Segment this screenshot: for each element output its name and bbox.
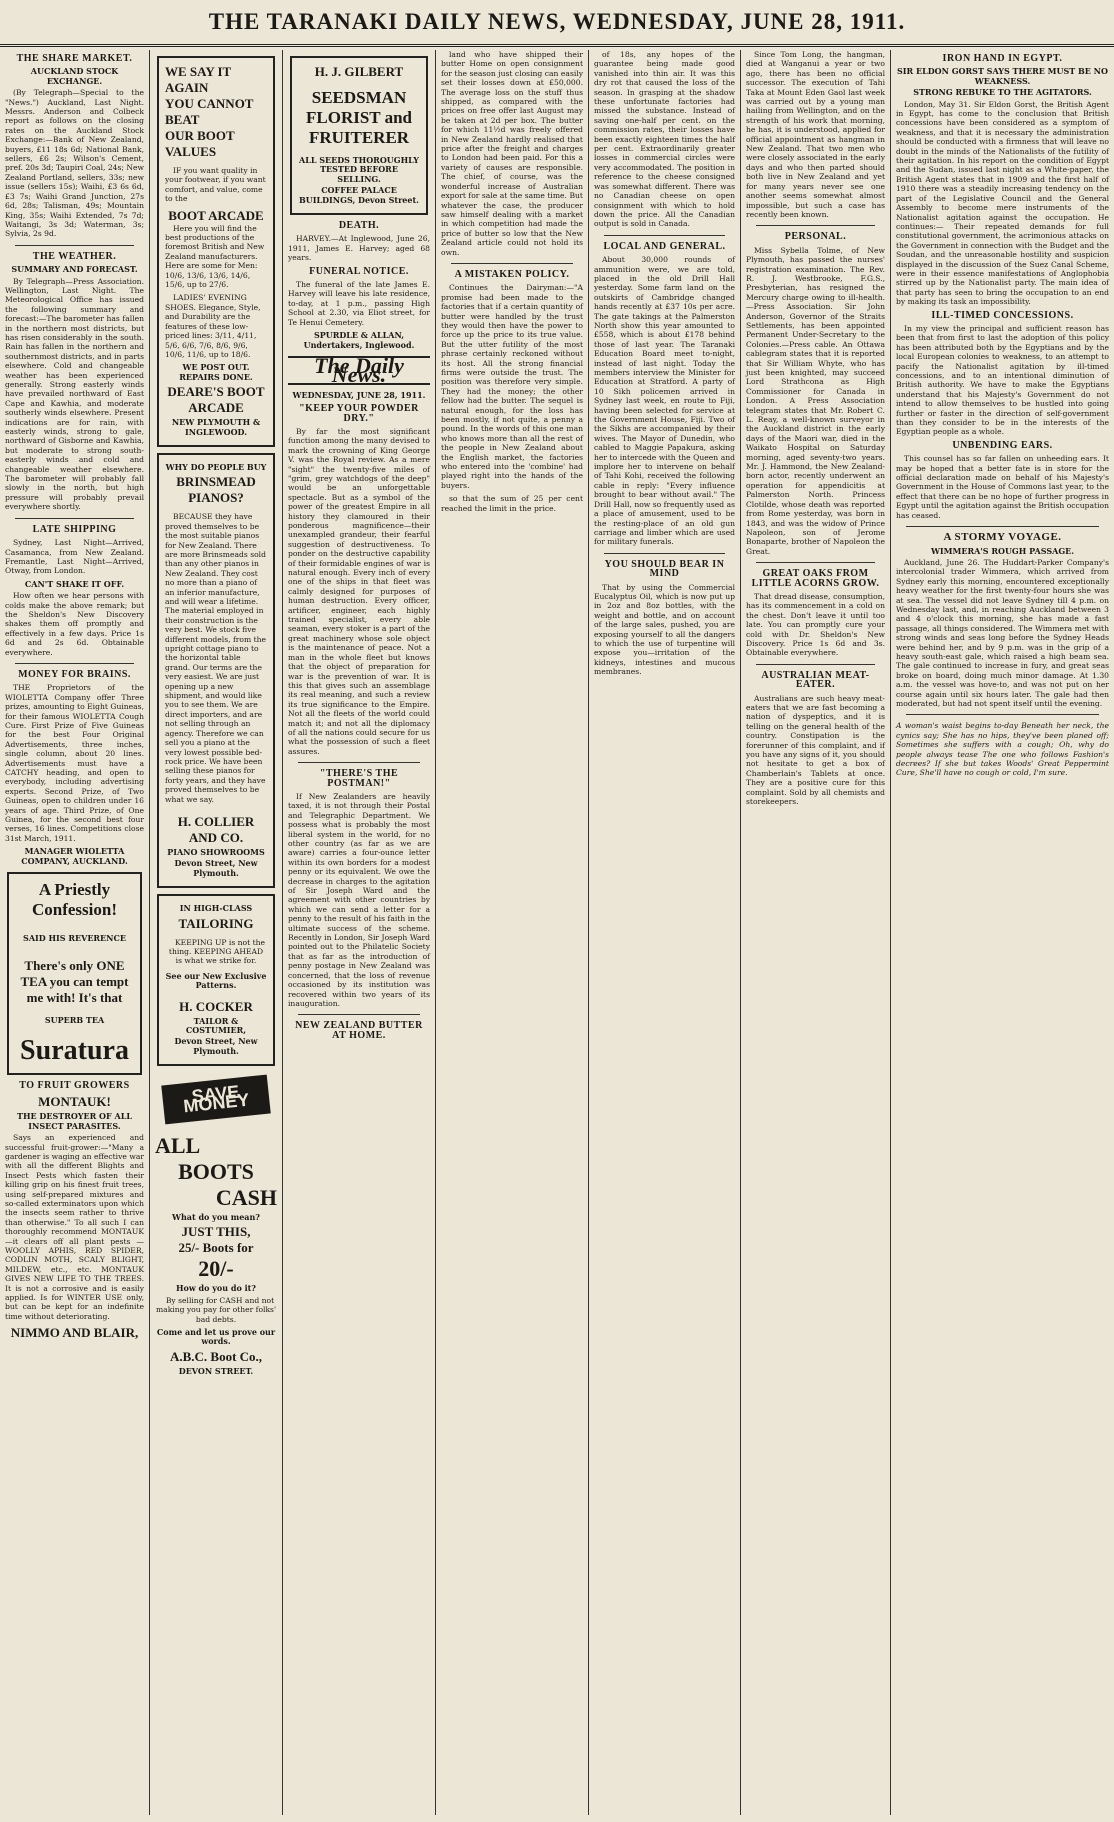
abc-all: ALL: [155, 1133, 201, 1159]
gilbert-location: COFFEE PALACE BUILDINGS, Devon Street.: [299, 185, 419, 205]
column-2: [150, 50, 282, 1815]
fruit-subheading-2: THE DESTROYER OF ALL INSECT PARASITES.: [17, 1111, 132, 1131]
egypt-text: London, May 31. Sir Eldon Gorst, the British Agent in Egypt, has come to the conclusion that British concessions have been considered as a symptom of weakness, and that it is necessary the administration should be conducted with a firmness that will leave no doubt in the minds of the Nationalists of the futility of their agitation. In his report on the condition of Egypt and the Sudan, issued last night as a White-paper, the British Agent states that in 1909 and the first half of 1910 there was a steadily increasing tendency on the part of the Legislative Council and the General Assembly to become mere instruments of the Nationalist agitation against the occupation. He continues:— Their repeated demands for full constitutional government, the acrimonious attacks on the Government in connection with the Budget and the Soudan, and the unreasonable hostility and suspicion displayed in the discussion of the Suez Canal Scheme, were in their essence manifestations of Anglophobia stirred up by the Nationalist party. The main idea of that party has seen to bring the occupation to an end by making its task an impossibility.: [896, 99, 1109, 307]
abc-name: A.B.C. Boot Co.,: [169, 1348, 263, 1364]
money-heading: MONEY FOR BRAINS.: [18, 668, 131, 680]
eucalyptus-text: That by using the Commercial Eucalyptus Oil, which is now put up in 2oz and 8oz bottles, with the weight and bottle, and on account of the large sales, pushed, you are exposing yourself to all the dangers to which the use of turpentine will expose you—irritation of the kidneys, intestines and mucous membranes.: [594, 582, 735, 677]
local-text: About 30,000 rounds of ammunition were, we are told, placed in the old Drill Hall yesterday. Some farm land on the outskirts of Cambridge changed hands recently at £37 10s per acre. The gate takings at the Palmerston North show this year amounted to £558, which is about £178 behind those of last year. The Taranaki Education Board meet to-night, instead of last night. Today the members interview the Minister for Education at Stratford. A party of 10 Sikh policemen arrived in Sydney last week, en route to Fiji, having been selected for service at the Government House, Fiji. Two of the Sikhs are accompanied by their wives. The Mayor of Dunedin, who cabled to Maggie Papakura, asking her to intercede with the Queen and implore her to intervene on behalf of Tahi Kohi, received the following cable in reply: "Every influence brought to bear without avail." The Drill Hall, now so frequently used as a place of amusement, used to be the resting-place of an old gun carriage and limber which are used for military funerals.: [594, 255, 735, 547]
butter-heading: NEW ZEALAND BUTTER AT HOME.: [295, 1020, 423, 1041]
money-signature: MANAGER WIOLETTA COMPANY, AUCKLAND.: [21, 846, 128, 866]
weather-heading: THE WEATHER.: [32, 250, 117, 262]
tailoring-line-c: KEEPING UP is not the thing. KEEPING AHEAD is what we strike for.: [168, 937, 266, 966]
storm-heading: A STORMY VOYAGE.: [943, 531, 1062, 544]
column-4-bottom-text: so that the sum of 25 per cent reached the limit in the price.: [441, 494, 583, 513]
advert-line-e: SUPERB TEA: [44, 1014, 105, 1025]
editorial-text: By far the most significant function among the many devised to mark the crowning of King George V. was the Royal review. As a mere "sight" the twenty-five miles of "grim, grey watchdogs of the deep" would be an unforgettable spectacle. But as a symbol of the power of the greatest Empire in all history they clamoured in their ponderous magnificence—their unexampled grandeur, their fearful suggestion of destructiveness. To ponder on the destructive capability of their formidable engines of war is natural enough. Every inch of every one of the ships in that fleet was calmly designed for purposes of human destruction. Every officer, artificer, engineer, each highly trained specialist, every able seaman, every stoker is a part of the great machinery whose sole object is the maintenance of peace. Not a man in the whole fleet but knows that the object of preparation for war is the prevention of war. It is this that gives such an assemblage its real meaning, and such a review its true significance to the Empire. Not all the fleets of the world could match it; and not all the diplomacy of all the nations could secure for us what the possession of such a fleet assures.: [288, 426, 430, 756]
fruit-text: Says an experienced and successful fruit-grower:—"Many a gardener is waging an effective war with all the different Blights and Insect Pests which fasten their killing grip on his finest fruit trees, using self-prepared mixtures and so-called exterminators upon which the insects seem rather to thrive than otherwise." To all such I can thoroughly recommend MONTAUK—it clears off all plant pests —WOOLLY APHIS, RED SPIDER, CODLIN MOTH, SCALY BLIGHT, MILDEW, etc., etc. MONTAUK GIVES NEW LIFE TO THE TREES. It is not a corrosive and is easily applied. Is for WINTER USE only, but can be kept for an indefinite time without deteriorating.: [5, 1133, 144, 1321]
boot-text: IF you want quality in your footwear, if you want comfort, and value, come to the: [165, 166, 266, 204]
acorns-text: That dread disease, consumption, has its commencement in a cold on the chest. Don't leave it until too late. You can promptly cure your cold with Dr. Sheldon's New Discovery. Price 1s 6d and 3s. Obtainable everywhere.: [746, 591, 885, 658]
collier-location: Devon Street, New Plymouth.: [174, 858, 258, 878]
abc-cash: CASH: [215, 1185, 277, 1211]
fruit-signature: NIMMO AND BLAIR,: [10, 1325, 139, 1341]
abc-price-1: 25/- Boots for: [178, 1240, 254, 1256]
tailoring-line-d: See our New Exclusive Patterns.: [165, 970, 267, 991]
advert-line-a: A Priestly: [38, 880, 111, 900]
storm-subheading: WIMMERA'S ROUGH PASSAGE.: [930, 545, 1075, 556]
collier-subtitle: PIANO SHOWROOMS: [167, 846, 265, 857]
cocker-location: Devon Street, New Plymouth.: [174, 1036, 258, 1056]
deare-location: NEW PLYMOUTH & INGLEWOOD.: [171, 417, 261, 437]
shipping-text: Sydney, Last Night—Arrived, Casamanca, from New Zealand. Fremantle, Last Night—Arrived, Otway, from London.: [5, 538, 144, 576]
egypt-heading: IRON HAND IN EGYPT.: [942, 53, 1063, 64]
boot-line-c: OUR BOOT VALUES: [165, 128, 235, 159]
abc-boots: BOOTS: [178, 1159, 254, 1185]
fruit-subheading: MONTAUK!: [38, 1094, 111, 1110]
editorial-heading: "KEEP YOUR POWDER DRY.": [299, 403, 419, 424]
butter-text: land who have shipped their butter Home on open consignment for the season just closing can easily set their losses down at £50,000. The average loss on the stuff thus shipped, as compared with the prices on free offer last August may be taken at 2d per box. The butter for which 11½d was freely offered in New Zealand hardly realised that price after the freight and charges to London had been paid. For this a variety of causes are responsible. The chief, of course, was the wonderful increase of Australian export for sale at the same time. But whatever the case, the producer saw himself dealing with a market in which competition had made the price of butter so low that the New Zealand article could not hold its own.: [441, 50, 583, 257]
share-text: (By Telegraph—Special to the "News.") Auckland, Last Night. Messrs. Anderson and Colbeck report as follows on the closing rates on the Auckland Stock Exchange:—Bank of New Zealand, buyers, £11 18s 6d; National Bank, sellers, £6 2s; Wilson's Cement, pref. 20s 3d; Taupiri Coal, 24s; New Zealand Portland, sellers, 33s; new issue (sellers 15s); Waihi, £3 6s 6d, £3 7s; Waihi Grand Junction, 27s 6d, 28s; Talisman, 49s; Mountain King, 35s; Waihi Extended, 7s 7d; Waitangi, 3s 3d; Waterman, 3s; Sylvia, 2s 9d.: [5, 88, 144, 239]
suratura-logo: Suratura: [20, 1034, 129, 1066]
abc-location: DEVON STREET.: [178, 1365, 254, 1376]
cocker-subtitle: TAILOR & COSTUMIER,: [185, 1015, 247, 1035]
post-text: WE POST OUT. REPAIRS DONE.: [179, 362, 253, 382]
ladies-text: LADIES' EVENING SHOES. Elegance, Style, and Durability are the features of these low-priced lines: 3/11, 4/11, 5/6, 6/6, 7/6, 8/6, 9/6, 10/6, 11/6, up to 18/6.: [165, 293, 261, 359]
column-5: [589, 50, 740, 1815]
death-heading: DEATH.: [338, 220, 380, 232]
tailoring-line-a: IN HIGH-CLASS: [179, 903, 253, 914]
meat-eater-heading: AUSTRALIAN MEAT-EATER.: [761, 669, 870, 691]
masthead: THE TARANAKI DAILY NEWS, WEDNESDAY, JUNE 28, 1911.: [0, 0, 1114, 47]
acorns-heading: GREAT OAKS FROM LITTLE ACORNS GROW.: [751, 568, 880, 589]
local-heading: LOCAL AND GENERAL.: [603, 240, 726, 252]
gilbert-trade: SEEDSMAN FLORIST and FRUITERER: [306, 88, 412, 147]
unbending-heading: UNBENDING EARS.: [952, 439, 1053, 451]
nameplate-date: WEDNESDAY, JUNE 28, 1911.: [292, 389, 426, 400]
eucalyptus-heading: YOU SHOULD BEAR IN MIND: [604, 558, 725, 580]
abc-boot-advert: [155, 1133, 277, 1376]
postman-heading: "THERE'S THE POSTMAN!": [319, 768, 399, 789]
column-1: [0, 50, 149, 1815]
boot-line-b: YOU CANNOT BEAT: [165, 96, 254, 127]
abc-text: By selling for CASH and not making you pay for other folks' bad debts.: [155, 1295, 277, 1324]
dairy-text: of 18s, any hopes of the guarantee being made good vanished into thin air. It was this dry rot that caused the loss of the season. In grasping at the shadow these unfortunate factories had missed the substance. Instead of saving one-half per cent. on the commission rates, their losses have been exactly eighteen times the half per cent. Extraordinarily greater losses in commercial circles were very accommodated. The position in reference to the cheese consigned was somewhat different. There was no Canadian cheese on open consignment with which to hold down the price. All the Canadian output is sold in Canada.: [594, 50, 735, 229]
brinsmead-advert: [157, 453, 275, 888]
fruit-heading: TO FRUIT GROWERS: [19, 1079, 130, 1091]
share-subheading: AUCKLAND STOCK EXCHANGE.: [30, 66, 119, 86]
concessions-heading: ILL-TIMED CONCESSIONS.: [931, 309, 1074, 321]
personal-text: Miss Sybella Tolme, of New Plymouth, has passed the nurses' registration examination. The Rev. R. J. Westbrooke, F.G.S., Presbyterian, has resigned the Mercury charge owing to ill-health.—Press Association. Sir John Anderson, Governor of the Straits Settlements, has been appointed Permanent Under-Secretary to the Colonies.—Press cable. An Ottawa cablegram states that it is reported that Sir William Whyte, who has just been knighted, may succeed Lord Strathcona as High Commissioner for Canada in London. A Press Association telegram states that Mr. Robert C. L. Reay, a well-known surveyor in the Auckland district in the early days of the Maori war, died in the Waikato Hospital on Saturday morning, aged seventy-two years. Mr. J. Hammond, the New Zealand-born actor, recently underwent an operation for appendicitis at Palmerston North. Princess Clotilde, whose death was reported from Rome yesterday, was born in 1843, and was the widow of Prince Napoleon, son of Jerome Bonaparte, brother of Napoleon the Great.: [746, 245, 885, 556]
abc-what: What do you mean?: [171, 1212, 260, 1223]
share-heading: THE SHARE MARKET.: [16, 53, 133, 64]
boot-arcade-advert: [157, 56, 275, 447]
egypt-subheading-2: STRONG REBUKE TO THE AGITATORS.: [913, 87, 1092, 98]
concessions-text: In my view the principal and sufficient reason has been that from first to last the adoption of this policy has been attributed both by the Egyptians and by the local European colonies to weakness, to an attempt to pacify the Nationalist agitation by ill-timed concessions, and to an intentional diminution of British authority. We have to make the Egyptians understand that his Majesty's Government do not intend to allow themselves to be hustled into going further or faster in the direction of self-government than they consider to be in the interests of the Egyptian people as a whole.: [896, 323, 1109, 437]
collier-name: H. COLLIER AND CO.: [177, 813, 255, 845]
gilbert-seeds: ALL SEEDS THOROUGHLY TESTED BEFORE SELLING.: [298, 155, 419, 184]
cocker-name: H. COCKER: [179, 998, 253, 1014]
weather-subheading: SUMMARY AND FORECAST.: [11, 264, 138, 275]
meat-eater-text: Australians are such heavy meat-eaters that we are fast becoming a nation of dyspeptics, and it is telling on the general health of the country. Constipation is the forerunner of this complaint, and if you have any signs of it, you should not hesitate to get a box of Chamberlain's Tablets at once. They are a positive cure for this complaint. Sold by all chemists and storekeepers.: [746, 693, 885, 807]
boot-arcade-name: BOOT ARCADE: [168, 207, 264, 223]
money-text: THE Proprietors of the WIOLETTA Company offer Three prizes, amounting to Eight Guineas, for their famous WIOLETTA Cough Cure. First Prize of Five Guineas for the best Four Original Advertisements, three inches, single column, about 20 lines. Advertisements must have a CATCHY heading, and open to everybody, including advertising experts. Second Prize, of Two Guineas, open to children under 16 years of age. Third Prize, of One Guinea, for the second best four verses, 16 lines. Competitions close 31st March, 1911.: [5, 683, 144, 843]
abc-come: Come and let us prove our words.: [156, 1327, 276, 1347]
postman-text: If New Zealanders are heavily taxed, it is not through their Postal and Telegraphic Department. We possess what is probably the most liberal system in the world, for no other country (as far as we are aware) carries a four-ounce letter within its own borders for a modest penny or its equivalent. We owe the decrease in charges to the agitation of Sir Joseph Ward and the agreement with other countries by which we can send a letter for a penny to the result of his faith in the ultimate success of the scheme. Recently in London, Sir Joseph Ward pointed out to the Philatelic Society that as far as the introduction of penny postage in New Zealand was concerned, that the loss of revenue occasioned by its institution was recovered within two years of its inauguration.: [288, 791, 430, 1008]
save-money-banner: SAVE MONEY: [161, 1075, 270, 1125]
weather-text: By Telegraph—Press Association. Wellington, Last Night. The Meteorological Office has issued the following summary and forecast:—The barometer has fallen in the northern most districts, but has risen considerably in the south. Rain has fallen in the northern and southernmost districts, and in parts elsewhere. Cold and changeable weather has been experienced generally. Strong easterly winds have prevailed northward of East Cape and Kawhia, and moderate southerly winds elsewhere. Present indications are for rain, with easterly winds, strong to gale, northward of Gisborne and Kawhia, but moderate to strong south-easterly winds and cold and changeable weather elsewhere. The barometer will probably fall slowly in the north, but high pressure will probably prevail everywhere shortly.: [5, 276, 144, 512]
hangman-text: Since Tom Long, the hangman, died at Wanganui a year or two ago, there has been no official successor. The execution of Tahi Taka at Mount Eden Gaol last week was carried out by a young man hailing from Wellington, and on the strength of his work that morning, he has, it is understood, applied for official appointment as hangman in New Zealand. That two men who were closely associated in the early days and who then parted should both live in New Zealand and yet for many years never see one another seems somewhat almost impossible, but such a case has recently been known.: [746, 50, 885, 219]
advert-line-c: SAID HIS REVERENCE: [23, 933, 126, 944]
column-6: [741, 50, 890, 1815]
cant-heading: CAN'T SHAKE IT OFF.: [24, 578, 125, 589]
cant-text: How often we hear persons with colds make the above remark; but the Sheldon's New Discovery shakes them off promptly and effectively in a few days. Price 1s 6d and 2s 6d. Obtainable everywhere.: [5, 591, 144, 657]
gilbert-name: H. J. GILBERT: [314, 64, 404, 79]
shipping-heading: LATE SHIPPING: [32, 523, 117, 535]
abc-just: JUST THIS,: [181, 1224, 251, 1240]
death-text: HARVEY.—At Inglewood, June 26, 1911, James E. Harvey; aged 68 years.: [288, 234, 430, 263]
boot-line-a: WE SAY IT AGAIN: [165, 64, 231, 95]
advert-line-b: Confession!: [31, 900, 117, 920]
newspaper-nameplate: The Daily News.: [288, 356, 430, 385]
fashion-verse: A woman's waist begins to-day Beneath her neck, the cynics say; She has no hips, they've been planed off; Sometimes she suffers with a cough; Oh, why do people always tease The one who follows Fashion's decrees? If she but takes Woods' Great Peppermint Cure, She'll have no cough or cold, I'm sure.: [896, 721, 1109, 778]
funeral-heading: FUNERAL NOTICE.: [309, 265, 409, 277]
funeral-text: The funeral of the late James E. Harvey will leave his late residence, to-day, at 1 p.m., passing High School at 2.30, via Eliot street, for Te Henui Cemetery.: [288, 280, 430, 327]
abc-how: How do you do it?: [175, 1283, 256, 1294]
brinsmead-text: BECAUSE they have proved themselves to be the most suitable pianos for New Zealand. There are more Brinsmeads sold than any other pianos in New Zealand. They cost no more than a piano of an inferior manufacture, and will wear a lifetime. The material employed in their construction is the very best. We stock five different models, from the upright cottage piano to the horizontal table grand. Our terms are the very easiest. We are just opening up a new shipment, and would like you to see them. We are direct importers, and are not selling through an agency. Therefore we can sell you a piano at the very lowest possible bed-rock price. We have been selling these pianos for forty years, and they have proved themselves to be what we say.: [165, 512, 267, 804]
brinsmead-why: WHY DO PEOPLE BUY: [165, 461, 267, 472]
column-4: [436, 50, 588, 1815]
brinsmead-title: BRINSMEAD PIANOS?: [176, 474, 256, 506]
column-3: [283, 50, 435, 1815]
abc-price-2: 20/-: [198, 1256, 234, 1282]
tailoring-advert: [157, 894, 275, 1066]
gilbert-advert: [290, 56, 428, 215]
boot-text-2: Here you will find the best productions of the foremost British and New Zealand manufacturers. Here are some for Men: 10/6, 13/6, 13/6, 14/6, 15/6, up to 27/6.: [165, 223, 265, 290]
unbending-text: This counsel has so far fallen on unheeding ears. It may be hoped that a better fate is in store for the official declaration made on behalf of his Majesty's Government in the House of Commons last year, to the effect that there can be no hope of further progress in Egypt until the agitation against the British occupation has ceased.: [896, 454, 1109, 520]
mistake-text: Continues the Dairyman:—"A promise had been made to the factories that if a certain quantity of butter were handled by the trust they would then have the power to force up the price to its true value. But the utter futility of the most phrase certainly reckoned without its host. All the strong financial firms were outside the trust. The position was therefore very simple. They had the money; the other fellow had the butter. The sequel is natural enough, for the loss has been mostly, if not quite, a penny a pound. In the words of this one man who knows more than all the rest of the people in New Zealand about the English market, the factories who entered into the 'combine' had played right into the hands of the buyers.: [441, 283, 583, 490]
egypt-subheading: SIR ELDON GORST SAYS THERE MUST BE NO WEAKNESS.: [897, 66, 1108, 86]
advert-line-d: There's only ONE TEA you can tempt me with! It's that: [20, 957, 129, 1005]
deare-name: DEARE'S BOOT ARCADE: [167, 384, 265, 416]
tailoring-line-b: TAILORING: [178, 915, 254, 931]
suratura-advert: [7, 872, 142, 1075]
personal-heading: PERSONAL.: [784, 231, 847, 243]
funeral-signature: SPURDLE & ALLAN, Undertakers, Inglewood.: [303, 330, 415, 350]
column-7: [891, 50, 1114, 1815]
mistake-heading: A MISTAKEN POLICY.: [454, 268, 570, 280]
storm-text: Auckland, June 26. The Huddart-Parker Company's intercolonial trader Wimmera, which arrived from Sydney early this morning, encountered exceptionally heavy weather for the first twenty-four hours she was at sea. The vessel did not leave Sydney till 4 p.m. on Wednesday last, and, in reaching Auckland between 3 and 4 o'clock this morning, she has made a fast passage, all things considered. The Wimmera met with strong winds and seas long before the Sydney Heads were behind her, and by 9 p.m. was in the grip of a heavy south-east gale, which raised a high beam sea. The gale continued to increase in fury, and great seas broke on board, doing much minor damage. At 1.30 a.m. the vessel was hove-to, and was not put on her course again until six hours later. The gale had then moderated, but had not spent itself until the evening.: [896, 557, 1109, 708]
